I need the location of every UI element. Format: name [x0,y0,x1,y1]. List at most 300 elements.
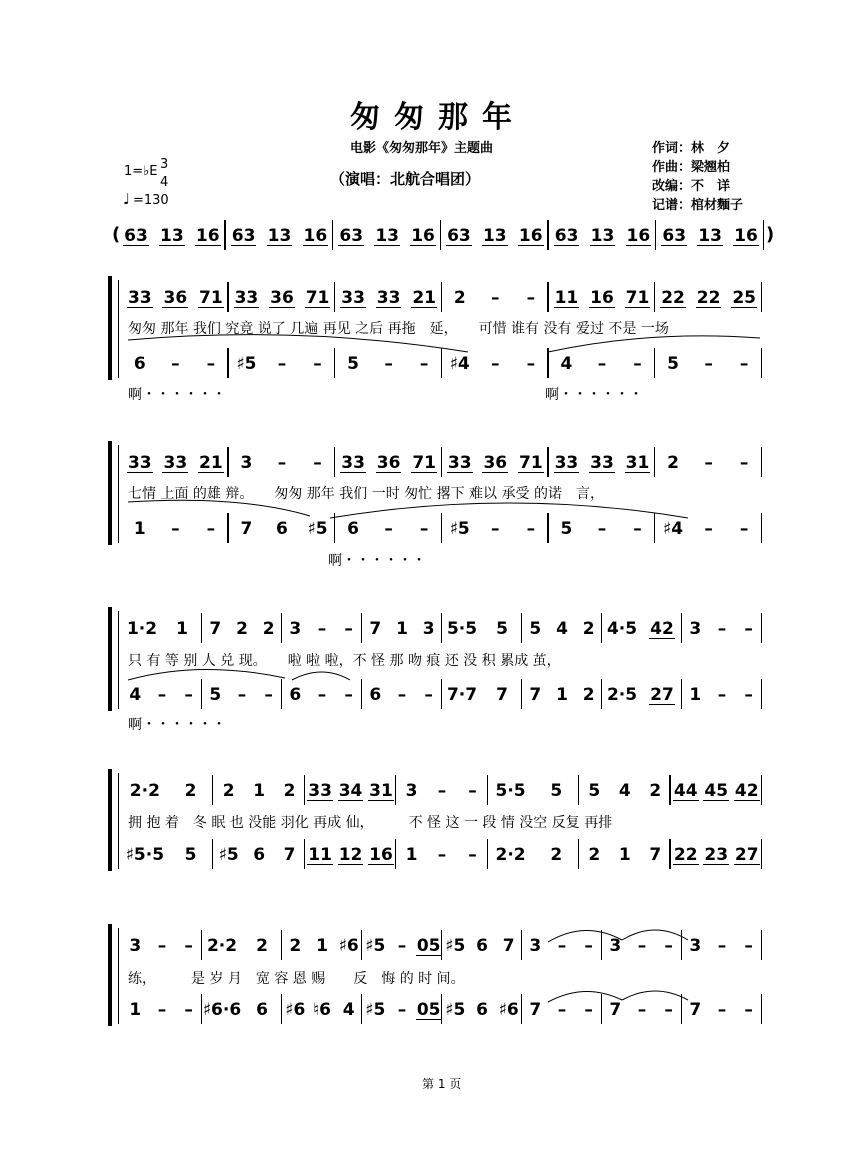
system-3-lower-staff-measure-2 [202,683,282,705]
note-beat: 16 [626,226,651,246]
barline [761,348,762,378]
note-beat: – [739,354,749,374]
note-beat: 23 [704,845,729,865]
system-1-lower-staff-measure-3 [335,352,442,374]
system-5-lower-staff-measure-4 [362,998,442,1020]
note-beat: 2 [453,288,466,308]
system-bracket-line [118,280,119,378]
note-beat: 45 [704,781,729,801]
note-beat: 7 [502,936,515,956]
system-2-lower-staff-measure-3 [335,517,442,539]
note-beat: 33 [127,288,152,308]
system-4-lower-staff-measure-5 [488,843,579,865]
note-beat: – [206,519,216,539]
barline [763,220,764,250]
note-beat: 1 [618,845,631,865]
note-beat: – [397,936,407,956]
system-5-lower-staff-measure-5 [442,998,522,1020]
note-beat: 33 [554,453,579,473]
note-beat: 34 [338,781,363,801]
system-1-upper-staff-measure-2 [229,286,336,308]
intro-row-measure-3 [333,224,441,246]
performer: （演唱：北航合唱团） [330,170,481,188]
note-beat: – [597,354,607,374]
note-beat: 11 [308,845,332,865]
system-4-upper-staff [122,779,762,801]
system-2-upper-staff-measure-1 [122,451,229,473]
note-beat: 7 [529,1000,542,1020]
note-beat: – [491,519,500,539]
note-beat: – [264,685,273,705]
system-1-upper-staff-measure-5 [549,286,656,308]
system-brace [108,441,112,545]
note-beat: – [384,354,393,374]
note-beat: – [637,1000,647,1020]
barline [761,930,762,960]
barline [761,775,762,805]
note-beat: 33 [163,453,188,473]
note-beat: ♯5 [365,936,386,956]
note-beat: 71 [412,453,437,473]
note-beat: 7 [496,685,508,705]
note-beat: – [704,354,713,374]
note-beat: – [739,453,749,473]
note-beat: 7 [609,1000,622,1020]
system-2-upper-staff-measure-3 [335,451,442,473]
note-beat: 71 [625,288,650,308]
note-beat: – [184,685,193,705]
note-beat: 3 [422,619,435,639]
note-beat: – [277,453,287,473]
note-beat: 2·2 [206,936,238,956]
intro-row [118,224,764,246]
note-beat: 4 [342,1000,355,1020]
note-beat: – [184,1000,193,1020]
note-beat: 42 [734,781,759,801]
note-beat: – [157,1000,167,1020]
note-beat: ♯5·5 [125,845,165,865]
transcriber-credit: 记谱：棺材麵子 [652,198,744,213]
note-beat: 2·2 [129,781,160,801]
system-5-lower-staff [122,998,762,1020]
system-5-upper-staff-measure-4 [362,934,442,956]
note-beat: – [717,1000,727,1020]
note-beat: 33 [341,453,365,473]
note-beat: 16 [590,288,614,308]
note-beat: 63 [231,226,256,246]
note-beat: 33 [127,453,152,473]
system-2-upper-staff-measure-5 [549,451,656,473]
note-beat: 36 [483,453,508,473]
system-brace [108,276,112,380]
system-3-upper-staff-measure-5 [442,617,522,639]
note-beat: 2 [667,453,679,473]
note-beat: 7 [369,619,382,639]
note-beat: 21 [412,288,437,308]
note-beat: – [206,354,216,374]
system-1-upper-staff-measure-3 [335,286,442,308]
note-beat: – [597,519,607,539]
note-beat: 71 [199,288,223,308]
note-beat: ♯5 [218,845,239,865]
system-3-upper-staff-measure-1 [122,617,202,639]
system-1-lower-staff-measure-5 [549,352,656,374]
note-beat: – [157,936,167,956]
note-beat: 63 [554,226,579,246]
note-beat: 05 [416,1000,441,1020]
note-beat: ♯5 [307,519,328,539]
lyrics-system-1-upper: 匆匆 那年 我们 究竟 说了 几遍 再见 之后 再拖 延， 可惜 谁有 没有 爱过 不是 一场 [128,321,669,337]
barline [761,679,762,709]
system-5-lower-staff-measure-1 [122,998,202,1020]
note-beat: 2·5 [606,685,638,705]
system-2-lower-staff [122,517,762,539]
note-beat: 13 [482,226,507,246]
note-beat: ♯6 [285,1000,306,1020]
note-beat: 36 [163,288,188,308]
lyrics-system-2-upper: 七情 上面 的雄 辩。 匆匆 那年 我们 一时 匆忙 撂下 难以 承受 的诺 言， [128,486,604,502]
note-beat: – [633,519,642,539]
note-beat: 63 [447,226,471,246]
system-2-lower-staff-measure-1 [122,517,229,539]
note-beat: 1 [556,685,568,705]
barline [761,282,762,312]
barline [761,839,762,869]
system-3-lower-staff-measure-6 [522,683,602,705]
note-beat: 13 [590,226,615,246]
note-beat: 22 [696,288,721,308]
system-5-upper-staff-measure-2 [202,934,282,956]
note-beat: 2 [256,936,268,956]
note-beat: 4·5 [606,619,638,639]
system-5-upper-staff [122,934,762,956]
note-beat: – [397,1000,407,1020]
note-beat: – [419,354,429,374]
note-beat: – [491,354,500,374]
note-beat: – [744,685,753,705]
note-beat: 5 [529,619,542,639]
system-4-lower-staff [122,843,762,865]
note-beat: 6 [256,1000,268,1020]
note-beat: 36 [270,288,294,308]
system-bracket-line [118,928,119,1024]
note-beat: ♯4 [449,354,470,374]
system-2-lower-staff-measure-2 [229,517,336,539]
slur-5 [128,669,285,680]
barline [761,513,762,543]
note-beat: 3 [689,619,702,639]
system-2-lower-staff-measure-5 [549,517,656,539]
key-signature: 1=♭E [124,164,158,179]
note-beat: 05 [416,936,441,956]
system-3-lower-staff [122,683,762,705]
system-bracket-line [118,773,119,869]
song-subtitle: 电影《匆匆那年》主题曲 [350,141,494,156]
lyrics-system-1-lower-b: 啊・・・・・・ [545,387,643,403]
note-beat: – [526,288,536,308]
system-3-lower-staff-measure-5 [442,683,522,705]
note-beat: 33 [308,781,332,801]
note-beat: – [739,519,749,539]
note-beat: – [664,1000,673,1020]
note-beat: – [171,354,180,374]
note-beat: 1 [316,936,328,956]
system-3-lower-staff-measure-4 [362,683,442,705]
system-brace [108,924,112,1026]
note-beat: 6 [276,519,288,539]
intro-row-measure-2 [226,224,334,246]
note-beat: – [317,685,327,705]
note-beat: 33 [376,288,401,308]
note-beat: 16 [518,226,543,246]
note-beat: 6 [476,1000,488,1020]
system-brace [108,769,112,871]
note-beat: – [397,685,407,705]
note-beat: 3 [129,936,142,956]
system-bracket-line [118,445,119,543]
note-beat: – [384,519,393,539]
note-beat: 3 [405,781,418,801]
note-beat: 63 [124,226,148,246]
note-beat: – [437,781,447,801]
note-beat: 33 [234,288,259,308]
lyrics-system-5-upper: 练， 是 岁 月 宽 容 恩 赐 反 悔 的 时 间。 [128,971,465,987]
note-beat: 4 [560,354,573,374]
system-1-lower-staff-measure-4 [442,352,549,374]
system-5-lower-staff-measure-7 [602,998,682,1020]
note-beat: – [184,936,193,956]
note-beat: 2 [283,781,296,801]
intro-close-paren: ) [766,224,775,245]
system-1-lower-staff-measure-6 [655,352,762,374]
note-beat: 33 [590,453,614,473]
lyrics-system-2-lower: 啊・・・・・・ [328,553,426,569]
note-beat: 1 [133,519,146,539]
note-beat: 6 [133,354,146,374]
system-3-lower-staff-measure-8 [682,683,762,705]
note-beat: 3 [289,619,302,639]
note-beat: – [704,519,713,539]
tempo-marking: =130 [133,193,169,208]
system-4-upper-staff-measure-6 [579,779,670,801]
system-5-upper-staff-measure-7 [602,934,682,956]
note-beat: 21 [199,453,223,473]
note-beat: 3 [609,936,622,956]
system-4-upper-staff-measure-7 [671,779,762,801]
system-2-upper-staff [122,451,762,473]
lyrics-system-4-upper: 拥 抱 着 冬 眠 也 没能 羽化 再成 仙， 不 怪 这 一 段 情 没空 反复 再排 [128,815,613,831]
note-beat: 16 [195,226,220,246]
note-beat: ♯6 [498,1000,519,1020]
note-beat: 5 [184,845,197,865]
system-2-upper-staff-measure-6 [655,451,762,473]
intro-row-measure-6 [656,224,764,246]
system-1-upper-staff-measure-4 [442,286,549,308]
note-beat: 33 [341,288,365,308]
note-beat: – [237,685,247,705]
note-beat: 6 [289,685,302,705]
note-beat: 7 [529,685,542,705]
system-5-lower-staff-measure-2 [202,998,282,1020]
system-5-upper-staff-measure-1 [122,934,202,956]
note-beat: 27 [650,685,674,705]
system-bracket-line [118,611,119,709]
note-beat: – [171,519,180,539]
note-beat: 25 [732,288,756,308]
note-beat: 6 [476,936,488,956]
system-4-upper-staff-measure-4 [396,779,487,801]
system-brace [108,607,112,711]
system-3-upper-staff-measure-4 [362,617,442,639]
note-beat: – [526,354,536,374]
lyricist-credit: 作词：林 夕 [652,141,731,156]
system-3-upper-staff [122,617,762,639]
note-beat: 5·5 [446,619,478,639]
note-beat: ♯5 [445,936,466,956]
barline [761,613,762,643]
system-5-lower-staff-measure-6 [522,998,602,1020]
note-beat: – [633,354,642,374]
system-1-upper-staff [122,286,762,308]
system-4-lower-staff-measure-7 [671,843,762,865]
system-5-upper-staff-measure-6 [522,934,602,956]
note-beat: – [744,936,753,956]
note-beat: 44 [673,781,698,801]
lyrics-system-3-lower: 啊・・・・・・ [128,717,226,733]
note-beat: 1 [129,1000,142,1020]
note-beat: 2 [184,781,197,801]
note-beat: 63 [339,226,364,246]
system-3-upper-staff-measure-3 [282,617,362,639]
composer-credit: 作曲：梁翘柏 [652,160,731,175]
note-beat: 5 [347,354,359,374]
system-4-lower-staff-measure-4 [396,843,487,865]
note-beat: 12 [338,845,363,865]
system-4-lower-staff-measure-6 [579,843,670,865]
note-beat: – [424,685,433,705]
note-beat: 5 [588,781,601,801]
note-beat: – [157,685,167,705]
note-beat: 2 [262,619,275,639]
note-beat: 2·2 [495,845,526,865]
note-beat: 5·5 [495,781,526,801]
note-beat: – [557,1000,567,1020]
system-1-lower-staff-measure-2 [229,352,336,374]
note-beat: 31 [369,781,393,801]
note-beat: – [344,619,353,639]
lyrics-system-1-lower-a: 啊・・・・・・ [128,387,226,403]
system-5-upper-staff-measure-8 [682,934,762,956]
note-beat: 7 [283,845,296,865]
note-beat: 42 [650,619,674,639]
system-5-upper-staff-measure-3 [282,934,362,956]
system-1-upper-staff-measure-6 [655,286,762,308]
note-beat: 2 [550,845,563,865]
system-1-lower-staff-measure-1 [122,352,229,374]
note-beat: 1 [689,685,702,705]
note-beat: 5 [209,685,222,705]
note-beat: – [437,845,447,865]
note-beat: 27 [734,845,759,865]
note-beat: 6 [347,519,359,539]
note-beat: – [744,619,753,639]
intro-row-measure-5 [549,224,657,246]
barline [761,994,762,1024]
note-beat: 13 [267,226,292,246]
note-beat: 4 [556,619,568,639]
system-3-upper-staff-measure-8 [682,617,762,639]
system-3-upper-staff-measure-2 [202,617,282,639]
note-beat: 6 [369,685,382,705]
system-3-lower-staff-measure-1 [122,683,202,705]
note-beat: 4 [618,781,631,801]
system-5-lower-staff-measure-8 [682,998,762,1020]
note-beat: – [317,619,327,639]
note-beat: 2 [236,619,248,639]
note-beat: 13 [160,226,184,246]
system-3-lower-staff-measure-3 [282,683,362,705]
note-beat: ♯5 [236,354,257,374]
note-beat: – [526,519,536,539]
system-2-upper-staff-measure-4 [442,451,549,473]
quarter-note-icon: ♩ [123,190,131,208]
note-beat: 16 [411,226,435,246]
note-beat: ♯5 [365,1000,386,1020]
note-beat: 22 [673,845,698,865]
note-beat: 1 [176,619,188,639]
system-1-upper-staff-measure-1 [122,286,229,308]
intro-open-paren: ( [112,224,121,245]
system-4-lower-staff-measure-3 [305,843,396,865]
note-beat: 2 [588,845,601,865]
note-beat: – [584,936,593,956]
note-beat: 16 [303,226,328,246]
note-beat: 2 [222,781,235,801]
note-beat: – [313,453,322,473]
slur-6 [292,672,350,680]
note-beat: 7 [240,519,253,539]
note-beat: 3 [529,936,542,956]
system-4-lower-staff-measure-2 [213,843,304,865]
note-beat: 33 [447,453,472,473]
note-beat: – [744,1000,753,1020]
system-4-upper-staff-measure-2 [213,779,304,801]
note-beat: 22 [661,288,685,308]
time-signature-bottom: 4 [160,175,169,190]
note-beat: 31 [625,453,650,473]
note-beat: – [664,936,673,956]
system-4-upper-staff-measure-5 [488,779,579,801]
system-5-upper-staff-measure-5 [442,934,522,956]
system-3-upper-staff-measure-7 [602,617,682,639]
note-beat: – [491,288,500,308]
note-beat: 1 [253,781,266,801]
note-beat: – [344,685,353,705]
note-beat: ♯6·6 [202,1000,242,1020]
time-signature-top: 3 [160,157,169,172]
note-beat: 5 [496,619,508,639]
note-beat: 2 [582,685,595,705]
system-4-upper-staff-measure-3 [305,779,396,801]
note-beat: 1 [396,619,408,639]
note-beat: 7 [689,1000,702,1020]
note-beat: – [313,354,322,374]
note-beat: ♯5 [449,519,470,539]
note-beat: 5 [667,354,679,374]
note-beat: – [468,845,477,865]
note-beat: 6 [253,845,266,865]
note-beat: 2 [649,781,662,801]
